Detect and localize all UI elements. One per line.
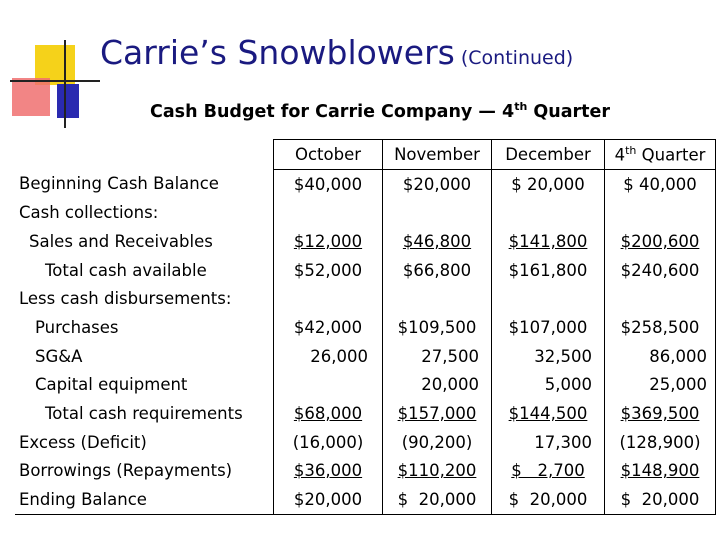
cell-quarter (605, 227, 716, 256)
row-label: Beginning Cash Balance (19, 174, 219, 194)
row-label: Excess (Deficit) (19, 432, 147, 452)
cell-october: $52,000 (274, 256, 383, 285)
cell-november (383, 399, 492, 428)
decor-red-square (12, 78, 50, 116)
cell-value: $68,000 (293, 404, 363, 424)
cell-quarter: $ 40,000 (605, 169, 716, 198)
table-row (15, 342, 716, 371)
cell-quarter: $258,500 (605, 313, 716, 342)
cell-october (274, 198, 383, 227)
table-row (15, 256, 716, 285)
cell-value: $ 2,700 (511, 461, 585, 481)
slide-title-sub: (Continued) (460, 47, 574, 69)
row-label-text: Total cash requirements (45, 404, 243, 424)
cell-value: $46,800 (402, 231, 472, 251)
cash-budget-table (15, 139, 716, 515)
row-label: Borrowings (Repayments) (19, 461, 233, 481)
decor-blue-square (57, 84, 79, 118)
table-header-row (15, 140, 716, 170)
cell-value: $200,600 (620, 231, 700, 251)
cell-quarter (605, 399, 716, 428)
row-label: Total cash available (45, 260, 207, 280)
cell-quarter: $240,600 (605, 256, 716, 285)
cell-quarter: (128,900) (605, 428, 716, 457)
row-label: Capital equipment (35, 375, 188, 395)
cell-october: (16,000) (274, 428, 383, 457)
cell-november: $ 20,000 (383, 485, 492, 514)
cell-value: $157,000 (397, 404, 477, 424)
cell-november: $20,000 (383, 169, 492, 198)
cell-november: 20,000 (383, 371, 492, 400)
cell-value: $369,500 (620, 404, 700, 424)
row-label (15, 399, 274, 428)
table-row (15, 313, 716, 342)
table-row (15, 227, 716, 256)
cell-november: 27,500 (383, 342, 492, 371)
cell-quarter: $ 20,000 (605, 485, 716, 514)
cell-october (274, 371, 383, 400)
cell-december: 17,300 (492, 428, 605, 457)
cell-december (492, 284, 605, 313)
cell-november (383, 284, 492, 313)
cell-value: $144,500 (508, 404, 588, 424)
cell-november: (90,200) (383, 428, 492, 457)
slide-title-main: Carrie’s Snowblowers (100, 33, 455, 72)
cell-december: 32,500 (492, 342, 605, 371)
cell-october (274, 227, 383, 256)
cell-october: $40,000 (274, 169, 383, 198)
cell-value: $148,900 (620, 461, 700, 481)
cell-october (274, 284, 383, 313)
cell-value: $110,200 (397, 461, 477, 481)
cell-december: 5,000 (492, 371, 605, 400)
decor-horizontal-line (10, 80, 100, 82)
cell-value: $36,000 (293, 461, 363, 481)
cell-november (383, 457, 492, 486)
cell-value: $141,800 (508, 231, 588, 251)
row-label: Purchases (35, 317, 119, 337)
cell-december (492, 227, 605, 256)
table-caption (150, 100, 610, 122)
cell-december: $107,000 (492, 313, 605, 342)
cell-quarter (605, 457, 716, 486)
cell-october: $20,000 (274, 485, 383, 514)
row-label: Cash collections: (19, 203, 159, 223)
table-row (15, 399, 716, 428)
cell-october: 26,000 (274, 342, 383, 371)
row-label: Less cash disbursements: (19, 289, 232, 309)
cell-value: $12,000 (293, 231, 363, 251)
cell-quarter (605, 284, 716, 313)
cell-december: $ 20,000 (492, 485, 605, 514)
table-row (15, 198, 716, 227)
cell-november (383, 227, 492, 256)
cell-december (492, 399, 605, 428)
cell-november (383, 198, 492, 227)
col-header-november: November (383, 140, 492, 170)
col-header-october: October (274, 140, 383, 170)
decor-vertical-line (64, 40, 66, 128)
col4-word: Quarter (636, 145, 706, 165)
cell-quarter (605, 198, 716, 227)
slide-title (100, 33, 573, 72)
table-row (15, 371, 716, 400)
row-label: Sales and Receivables (29, 231, 213, 251)
row-label: Ending Balance (15, 485, 274, 514)
cell-december: $161,800 (492, 256, 605, 285)
row-label: SG&A (35, 346, 83, 366)
cell-quarter: 25,000 (605, 371, 716, 400)
col-header-quarter (605, 140, 716, 170)
table-row (15, 457, 716, 486)
header-empty-cell (15, 140, 274, 170)
cell-december (492, 198, 605, 227)
caption-text-end: Quarter (527, 101, 611, 122)
col4-num: 4 (614, 145, 626, 165)
cell-november: $66,800 (383, 256, 492, 285)
cell-october: $42,000 (274, 313, 383, 342)
cell-quarter: 86,000 (605, 342, 716, 371)
table-row (15, 169, 716, 198)
col-header-december: December (492, 140, 605, 170)
caption-text: Cash Budget for Carrie Company — 4 (150, 101, 515, 122)
cell-october (274, 457, 383, 486)
table-row (15, 284, 716, 313)
col4-sup: th (625, 144, 637, 158)
caption-sup: th (514, 100, 528, 113)
table-row (15, 428, 716, 457)
cell-december (492, 457, 605, 486)
cell-november: $109,500 (383, 313, 492, 342)
table-row (15, 485, 716, 514)
cell-december: $ 20,000 (492, 169, 605, 198)
cell-october (274, 399, 383, 428)
